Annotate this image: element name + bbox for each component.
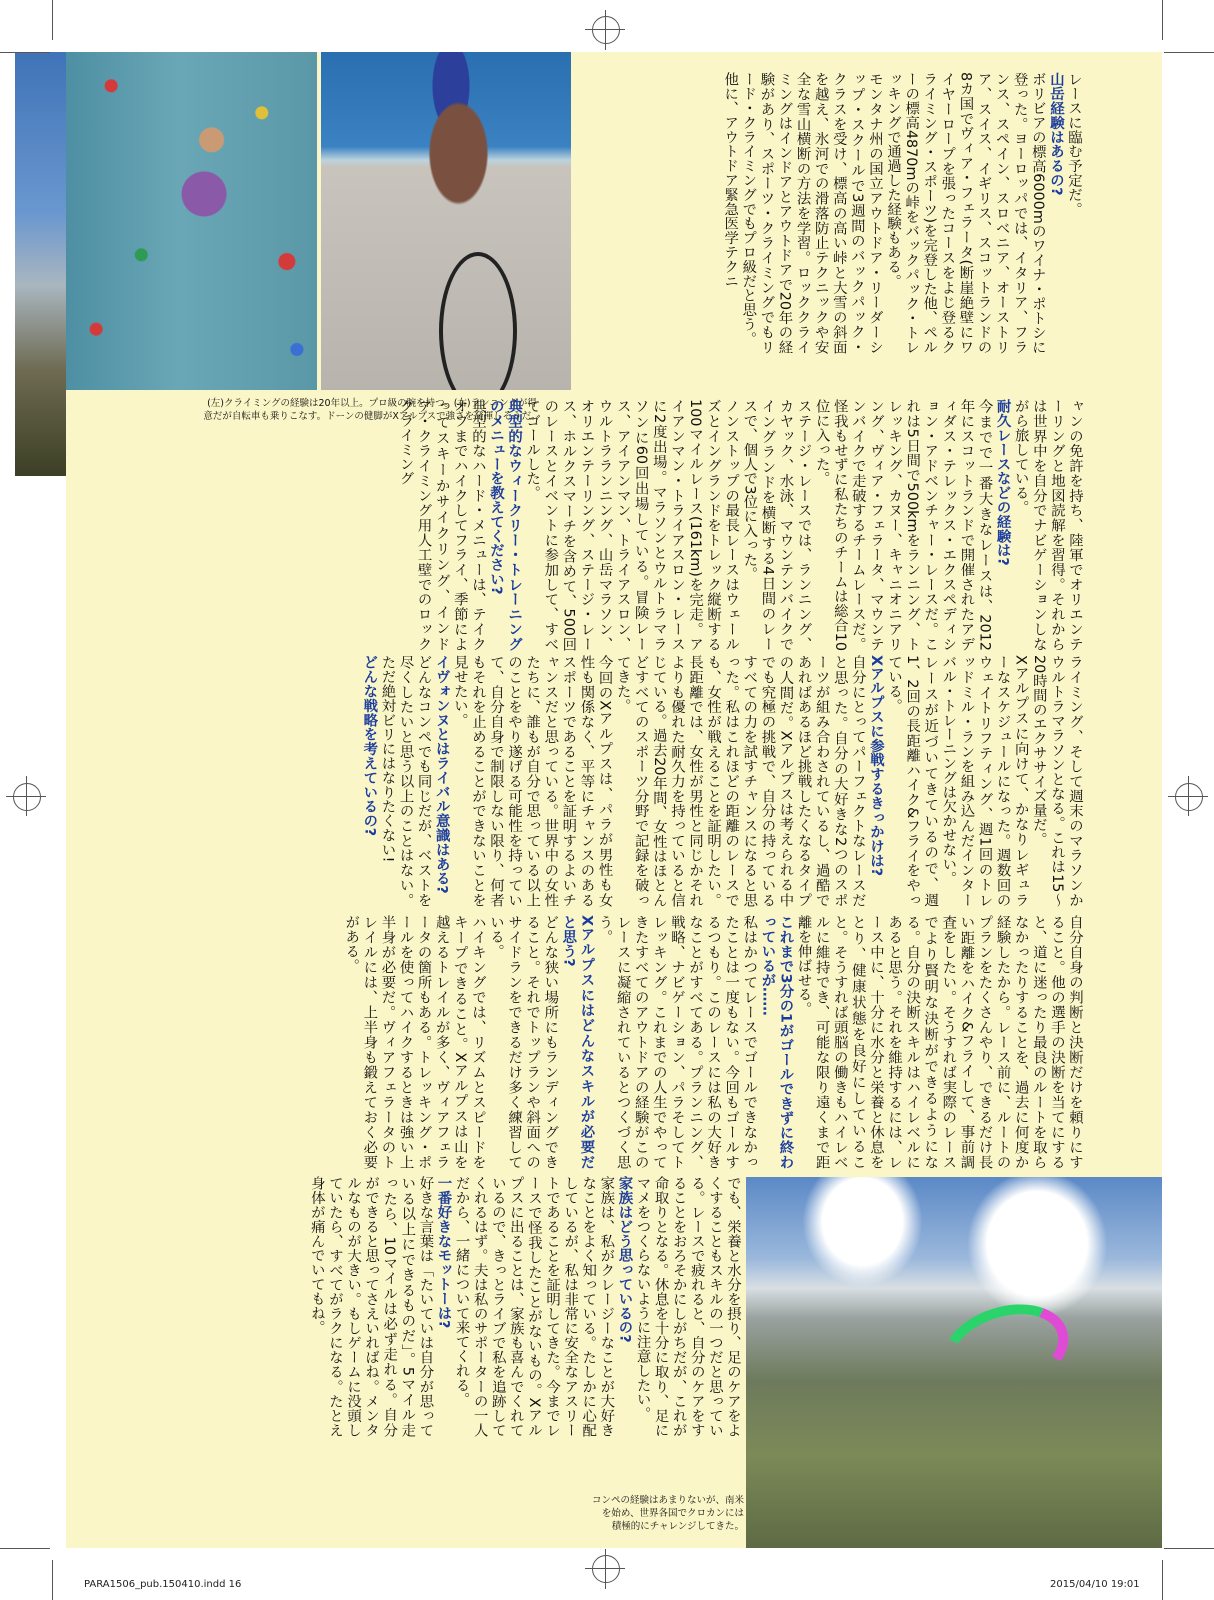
paragraph: でも、栄養と水分を摂り、足のケアをよくすることもスキルの一つだと思っている。レースで疲れると、自分のケアをすることをおろそかにしがちだが、これが命取りとなる。休息を十分に取り、足にマメをつくらないように注意したい。 — [634, 1176, 741, 1437]
paragraph: ステージ・レースでは、ランニング、カヤック、水泳、マウンテンバイクでイングランドを横断する4日間のレースで、個人で3位に入った。 — [741, 399, 812, 651]
paragraph: どんなコンペでも同じだが、ベストを尽くしたいと思う以上のことはない。ただ絶対ビリにはなりたくない! — [379, 655, 432, 907]
section-heading: 耐久レースなどの経験は? — [994, 399, 1011, 566]
paragliding-photo — [746, 1177, 1162, 1548]
paragraph: ライミング、そして週末のマラソンかウルトラマラソンとなる。これは15〜20時間のエクササイズ量だ。 — [1030, 655, 1083, 907]
caption-line: 積極的にチャレンジしてきた。 — [611, 1521, 744, 1532]
paragraph: どんな狭い場所にもランディングできること。それでトップランや斜面へのサイドランをできるだけ多く練習している。 — [488, 915, 559, 1169]
footer-file-name: PARA1506_pub.150410.indd 16 — [84, 1579, 242, 1590]
paragraph: Xアルプスに向けて、かなりレギュラーなスケジュールになった。週数回のウェイトリフティング、週1回のトレッドミル・ランを組み込んだインターバル・トレーニングは欠かせない。 — [940, 655, 1029, 907]
paragraph: レースに臨む予定だ。 — [1066, 72, 1082, 216]
caption-line: コンペの経験はあまりないが、南米 — [591, 1495, 744, 1506]
section-heading: 典型的なウィークリー・トレーニングのメニューを教えてください? — [488, 399, 523, 651]
paragraph: 他に、アウトドア緊急医学テクニ — [722, 72, 739, 288]
paragraph: 今回のXアルプスは、パラが男性も女性も関係なく、平等にチャンスのあるスポーツであることを証明するよいチャンスだと思っている。世界中の女性たちに、誰もが自分で思っている以上のことをやり遂げる可能性を持っていて、自分自身で制限しない限り、何者もそれを止めることができないことを見せたい。 — [451, 655, 613, 907]
paragraph: 自分自身の判断と決断だけを頼りにすること。他の選手の決断を当てにすると、道に迷ったり最良のルートを取らなかったりすることを、過去に何度か経験したから。レース前に、ルートのプランをたくさんやり、できるだけ長い距離をハイク&フライして、事前調査をしたい。そうすれば実際のレースでより賢明な決断ができるようになる。自分の決断スキルはハイレベルにあると思う。それを維持するには、レース中に、十分に水分と栄養と休息をとり、健康状態を良好にしていること。そうすれば頭脳の働きもハイレベルに維持でき、可能な限り遠くまで距離を伸ばせる。 — [795, 915, 1083, 1169]
column-4 — [146, 915, 1084, 1169]
bottom-photo-caption — [578, 1494, 744, 1533]
paragraph: 家族は、私がクレージーなことが大好きなことをよく知っている。たしかに心配しているが、私は非常に安全なアスリートであることを証明してきた。今までレースで怪我したことがないもの。Xアルプスに出ることは、家族も喜んでくれているので、きっとライブで私を追跡してくれるはず。夫は私のサポーターの一人だから、一緒について来てくれる。 — [453, 1176, 615, 1437]
section-heading: どんな戦略を考えているの? — [361, 655, 378, 837]
paragraph: 今までで一番大きなレースは、2012年にスコットランドで開催されたアディダス・テレックス・エクスペディション・アドベンチャー・レースだ。これは5日間で500kmをランニング、トレッキング、カヌー、キャニオニアリング、ヴィア・フェラータ、マウンテンバイクで走破するチームレースだ。怪我もせずに私たちのチームは総合10位に入った。 — [813, 399, 993, 651]
paragraph: ノンストップの最長レースはウェールズとイングランドをトレック縦断する100マイルレース(161km)を完走。アイアンマン・トライアスロン・レースに2度出場。マラソンとウルトラマラソンに60回出場している。冒険レース、アイアンマン、トライアスロン、ウルトラランニング、山岳マラソン、オリエンテーリング、ステージ・レース、ホルクスマーチを含めて、500回のレースとイベントに参加して、すべてゴールした。 — [524, 399, 740, 651]
paragraph: ャンの免許を持ち、陸軍でオリエンテーリングと地図読解を習得。それからは世界中を自分でナビゲーションしながら旅している。 — [1012, 399, 1083, 651]
paragraph: 自分にとってパーフェクトなレースだと思った。自分の大好きな2つのスポーツが組み合わされているし、過酷であればあるほど挑戦したくなるタイプの人間だ。Xアルプスは考えられる中でも究極の挑戦で、自分の持っているすべての力を試すチャンスになると思った。私はこれほどの距離のレースでも、女性が戦えることを証明したい。長距離では、女性が男性と同じかそれよりも優れた耐久力を持っていると信じている。過去20年間、女性はほとんどすべてのスポーツ分野で記録を破ってきた。 — [614, 655, 866, 907]
section-heading: 山岳経験はあるの? — [1047, 72, 1064, 196]
column-3 — [146, 655, 1084, 907]
caption-line: (左)クライミングの経験は20年以上。プロ級の腕を持つ。(右)ランニングが得 — [207, 398, 537, 409]
caption-line: を始め、世界各国でクロカンには — [601, 1508, 744, 1519]
section-heading: 家族はどう思っているの? — [616, 1176, 633, 1343]
footer-datetime: 2015/04/10 19:01 — [1050, 1579, 1140, 1590]
paragraph: レースが近づいてきているので、週1、2回の長距離ハイク&フライをやっている。 — [886, 655, 939, 907]
paragraph: モンタナ州の国立アウトドア・リーダーシップ・スクールで3週間のバックパック・クラスを受け、標高の高い峠と大雪の斜面を越え、氷河での滑落防止テクニックや安全な雪山横断の方法を学習。ロッククライミングはインドアとアウトドアで20年の経験があり、スポーツ・クライミングでもリード・クライミングでもプロ級だと思う。 — [740, 72, 883, 354]
paragraph: 典型的なハード・メニューは、テイクオフまでハイクしてフライ、季節によってスキーかサイクリング、インドア・クライミング用人工壁でのロッククライミング — [397, 399, 486, 651]
climbing-photo — [66, 52, 317, 390]
column-2 — [146, 399, 1084, 651]
paragraph: ボリビアの標高6000mのワイナ・ポトシに登った。ヨーロッパでは、イタリア、フランス、スペイン、スロベニア、オーストリア、スイス、イギリス、スコットランドの8カ国でヴィア・フェラータ(断崖絶壁にワイヤーロープを張ったコースをよじ登るクライミング・スポーツ)を完登した他、ペルーの標高4870mの峠をバックパック・トレッキングで通過した経験もある。 — [885, 72, 1046, 354]
paragraph: 好きな言葉は「たいていは自分が思っている以上にできるものだ」。5マイル走ったら、10マイルは必ず走れる。自分ができると思ってさえいればね。メンタルなものが大きい。もしゲームに没頭していたら、すべてがラクになる。たとえ身体が痛んでいてもね。 — [308, 1176, 434, 1437]
section-heading: Xアルプスに参戦するきっかけは? — [867, 655, 884, 877]
caption-line: 意だが自転車も乗りこなす。ドーンの健脚がXアルプスで強さを発揮しそうだ。 — [203, 411, 541, 422]
section-heading: これまで3分の1がゴールできずに終わっているが…… — [759, 915, 794, 1169]
column-1 — [575, 72, 1083, 354]
section-heading: Xアルプスにはどんなスキルが必要だと思う? — [560, 915, 595, 1169]
section-heading: 一番好きなモットーは? — [435, 1176, 452, 1329]
column-5 — [146, 1176, 742, 1437]
cycling-photo — [321, 52, 571, 390]
mountain-photo-edge — [15, 52, 66, 476]
paragraph: ハイキングでは、リズムとスピードをキープできること。Xアルプスは山を越えるトレイルが多く、ヴィアフェラータの箇所もある。トレッキング・ポールを使ってハイクするときは強い上半身が必要だ。ヴィアフェラータのトレイルには、上半身も鍛えておく必要がある。 — [343, 915, 486, 1169]
section-heading: イヴォンヌとはライバル意識はある? — [433, 655, 450, 894]
paragraph: 私はかつてレースでゴールできなかったことは一度もない。今回もゴールするつもり。このレースには私の大好きなことがすべてある。プランニング、戦略、ナビゲーション、パラそしてトレッキング。これまでの人生でやってきたすべてのアウトドアの経験がこのレースに凝縮されているとつくづく思う。 — [596, 915, 758, 1169]
